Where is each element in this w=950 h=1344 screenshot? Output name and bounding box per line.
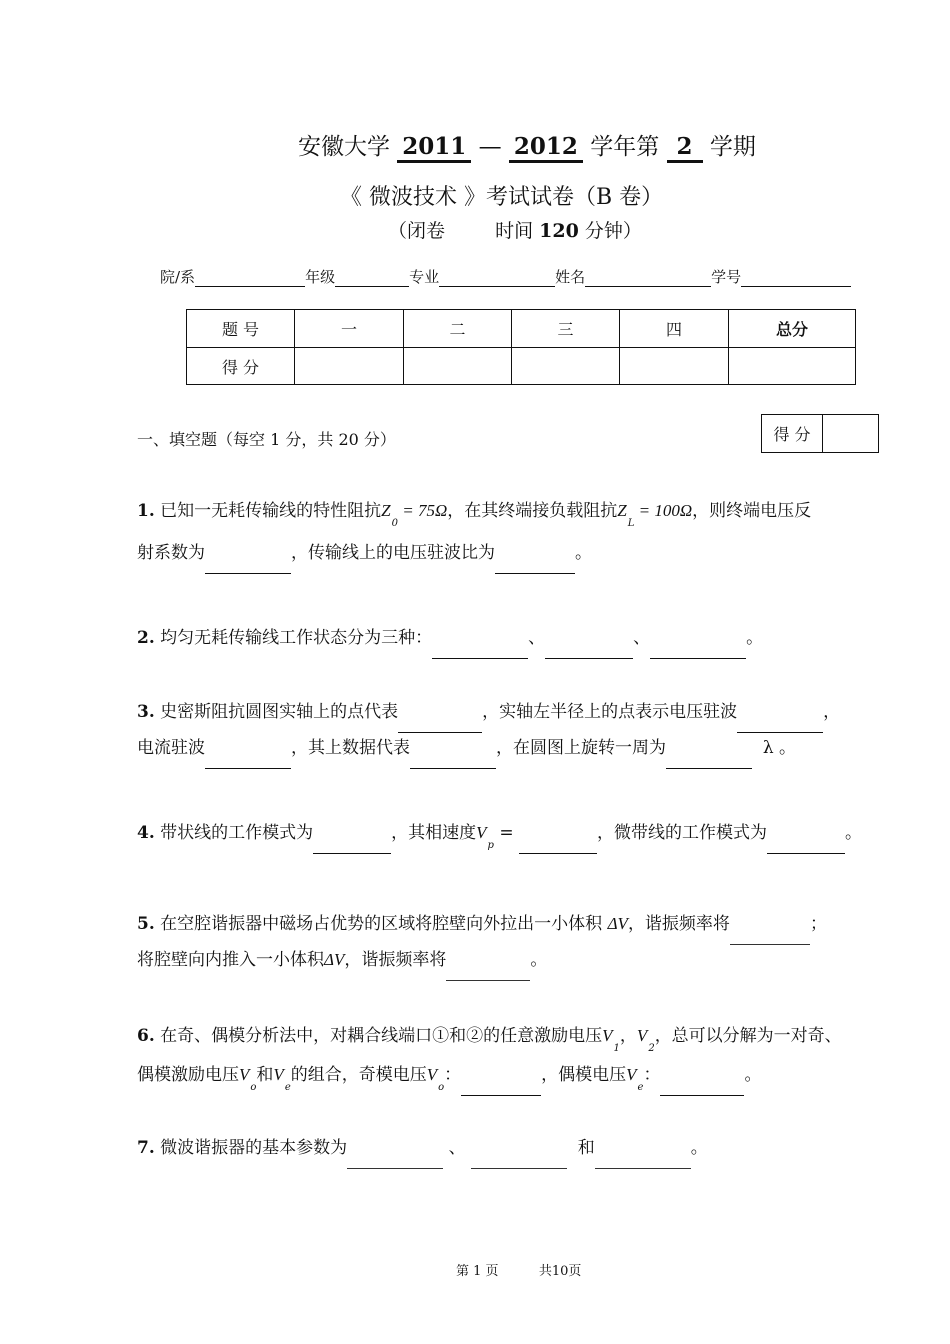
question-4-text-b: ，其相速度 <box>391 823 477 843</box>
v2-subscript: 2 <box>648 1043 655 1054</box>
col-part-3: 三 <box>512 310 620 348</box>
term-suffix: 学期 <box>709 134 756 160</box>
question-3-number: 3. <box>137 702 155 722</box>
name-label: 姓名 <box>555 268 586 286</box>
time-label: 时间 <box>495 220 534 242</box>
score-cell-3[interactable] <box>512 348 620 385</box>
answer-blank-5a[interactable] <box>730 904 810 945</box>
student-info-row <box>160 266 851 287</box>
question-5-text-c: ； <box>809 914 827 934</box>
answer-blank-7a[interactable] <box>347 1128 443 1169</box>
term-label: 学年第 <box>590 134 660 160</box>
question-5-line-1 <box>137 904 827 945</box>
question-7-text: 微波谐振器的基本参数为 <box>160 1138 348 1158</box>
question-3-text-d: 电流驻波 <box>137 738 205 758</box>
page-total: 共10页 <box>538 1264 582 1279</box>
question-3-text-f: ，在圆图上旋转一周为 <box>496 738 666 758</box>
score-cell-1[interactable] <box>295 348 404 385</box>
answer-blank-4c[interactable] <box>767 813 845 854</box>
major-field[interactable] <box>439 268 555 287</box>
score-label: 得 分 <box>187 348 295 385</box>
ve-symbol-2: V <box>626 1065 637 1084</box>
question-7 <box>137 1128 708 1169</box>
v1-subscript: 1 <box>613 1043 620 1054</box>
question-1-text-e: ，传输线上的电压驻波比为 <box>291 543 495 563</box>
question-7-and: 和 <box>577 1138 595 1158</box>
year-dash: — <box>478 134 502 160</box>
question-2-text: 均匀无耗传输线工作状态分为三种： <box>160 628 433 648</box>
z0-symbol: Z <box>381 501 391 520</box>
question-4 <box>137 813 862 866</box>
score-cell-2[interactable] <box>404 348 512 385</box>
question-5-text-e: ，谐振频率将 <box>344 950 447 970</box>
dept-field[interactable] <box>195 268 305 287</box>
question-3-line-1 <box>137 692 840 733</box>
time-unit: 分钟） <box>584 220 642 242</box>
question-5-text-d: 将腔壁向内推入一小体积 <box>137 950 324 970</box>
score-cell-total[interactable] <box>729 348 856 385</box>
answer-blank-3b[interactable] <box>737 692 823 733</box>
exam-title-line <box>298 128 756 163</box>
answer-blank-3c[interactable] <box>205 728 291 769</box>
ve-subscript-2: e <box>637 1082 644 1093</box>
zl-subscript: L <box>627 518 635 529</box>
question-5-line-2 <box>137 940 547 981</box>
question-6-and: 和 <box>256 1065 274 1085</box>
section-1-score-label: 得 分 <box>762 415 823 453</box>
vo-subscript: o <box>250 1082 257 1093</box>
question-2-sep-1: 、 <box>528 628 546 648</box>
question-4-text-d: 。 <box>845 823 863 843</box>
major-label: 专业 <box>409 268 440 286</box>
v1-symbol: V <box>602 1026 613 1045</box>
question-5-text-b: ，谐振频率将 <box>627 914 730 934</box>
zl-symbol: Z <box>617 501 627 520</box>
time-minutes: 120 <box>539 220 579 242</box>
answer-blank-3a[interactable] <box>398 692 482 733</box>
question-1-line-2 <box>137 533 592 574</box>
question-3-text-e: ，其上数据代表 <box>291 738 410 758</box>
question-6-colon-1: ： <box>444 1065 462 1085</box>
question-1-text-f: 。 <box>575 543 592 563</box>
v2-symbol: V <box>636 1026 648 1045</box>
question-4-text-c: ，微带线的工作模式为 <box>597 823 768 843</box>
question-6-text-c: 偶模激励电压 <box>137 1065 239 1085</box>
question-1-text-a: 已知一无耗传输线的特性阻抗 <box>160 501 382 521</box>
question-7-end: 。 <box>690 1138 708 1158</box>
student-id-field[interactable] <box>741 268 851 287</box>
question-3-text-b: ，实轴左半径上的点表示电压驻波 <box>482 702 738 722</box>
question-5-text-a: 在空腔谐振器中磁场占优势的区域将腔壁向外拉出一小体积 <box>160 914 603 934</box>
year-end: 2012 <box>509 133 583 163</box>
answer-blank-3e[interactable] <box>666 728 752 769</box>
vo-symbol: V <box>239 1065 250 1084</box>
score-table <box>186 309 856 385</box>
ve-subscript: e <box>284 1082 291 1093</box>
question-3-text-c: ， <box>823 702 841 722</box>
vp-subscript: p <box>487 840 494 851</box>
answer-blank-6b[interactable] <box>660 1055 744 1096</box>
score-table-header-row <box>187 310 856 348</box>
col-part-2: 二 <box>404 310 512 348</box>
question-2-sep-2: 、 <box>633 628 651 648</box>
delta-v-symbol-2: ΔV <box>324 950 345 969</box>
question-3-line-2 <box>137 728 796 769</box>
closed-book: （闭卷 <box>388 220 446 242</box>
exam-mode <box>388 216 642 243</box>
vo-symbol-2: V <box>426 1065 438 1084</box>
answer-blank-2c[interactable] <box>650 618 746 659</box>
question-6-colon-2: ： <box>643 1065 661 1085</box>
delta-v-symbol: ΔV <box>607 914 628 933</box>
grade-label: 年级 <box>305 268 336 286</box>
section-1-score-cell[interactable] <box>823 415 879 453</box>
answer-blank-4a[interactable] <box>313 813 391 854</box>
question-5-number: 5. <box>137 914 155 934</box>
term-number: 2 <box>667 133 703 163</box>
university-name: 安徽大学 <box>298 134 390 160</box>
question-2-end: 。 <box>746 628 764 648</box>
question-6-text-f: 。 <box>744 1065 762 1085</box>
question-4-text-a: 带状线的工作模式为 <box>160 823 314 843</box>
score-cell-4[interactable] <box>620 348 729 385</box>
question-2 <box>137 618 763 659</box>
question-6-number: 6. <box>137 1026 155 1046</box>
section-1-score-box <box>761 414 879 453</box>
answer-blank-3d[interactable] <box>410 728 496 769</box>
question-3-text-a: 史密斯阻抗圆图实轴上的点代表 <box>160 702 399 722</box>
ve-symbol: V <box>273 1065 284 1084</box>
answer-blank-1a[interactable] <box>205 533 291 574</box>
answer-blank-1b[interactable] <box>495 533 575 574</box>
question-4-number: 4. <box>137 823 155 843</box>
vp-equals: = <box>493 823 520 843</box>
col-part-1: 一 <box>295 310 404 348</box>
col-part-4: 四 <box>620 310 729 348</box>
answer-blank-5b[interactable] <box>446 940 530 981</box>
section-1-title: 一、填空题（每空 1 分，共 20 分） <box>137 430 396 449</box>
answer-blank-6a[interactable] <box>461 1055 541 1096</box>
question-1-text-b: ，在其终端接负载阻抗 <box>447 501 618 521</box>
question-1-text-c: ，则终端电压反 <box>692 501 812 521</box>
question-1-text-d: 射系数为 <box>137 543 205 563</box>
year-start: 2011 <box>397 133 471 163</box>
question-6-text-a: 在奇、偶模分析法中，对耦合线端口①和②的任意激励电压 <box>160 1026 603 1046</box>
z0-subscript: 0 <box>391 518 398 529</box>
grade-field[interactable] <box>335 268 409 287</box>
question-6-line-2 <box>137 1055 761 1108</box>
z0-value: = 75Ω <box>398 501 448 520</box>
answer-blank-7c[interactable] <box>595 1128 691 1169</box>
v1-v2-comma: ， <box>619 1026 637 1046</box>
question-3-text-g: λ 。 <box>762 738 796 758</box>
dept-label: 院/系 <box>160 268 196 286</box>
answer-blank-2a[interactable] <box>432 618 528 659</box>
question-5-text-f: 。 <box>530 950 548 970</box>
zl-value: = 100Ω <box>634 501 693 520</box>
question-7-sep: 、 <box>448 1138 466 1158</box>
question-number-label: 题 号 <box>187 310 295 348</box>
name-field[interactable] <box>585 268 711 287</box>
answer-blank-7b[interactable] <box>471 1128 567 1169</box>
page-footer <box>456 1260 581 1279</box>
question-2-number: 2. <box>137 628 155 648</box>
col-total: 总分 <box>729 310 856 348</box>
answer-blank-2b[interactable] <box>545 618 633 659</box>
question-6-text-e: ，偶模电压 <box>541 1065 627 1085</box>
page-number: 第 1 页 <box>456 1264 499 1279</box>
answer-blank-4b[interactable] <box>519 813 597 854</box>
student-id-label: 学号 <box>711 268 742 286</box>
score-table-score-row <box>187 348 856 385</box>
vo-subscript-2: o <box>438 1082 445 1093</box>
question-1-number: 1. <box>137 501 155 521</box>
question-6-text-d: 的组合，奇模电压 <box>290 1065 427 1085</box>
course-title: 《 微波技术 》考试试卷（B 卷） <box>340 185 664 210</box>
vp-symbol: V <box>476 823 487 842</box>
question-7-number: 7. <box>137 1138 155 1158</box>
question-6-text-b: ，总可以分解为一对奇、 <box>654 1026 842 1046</box>
